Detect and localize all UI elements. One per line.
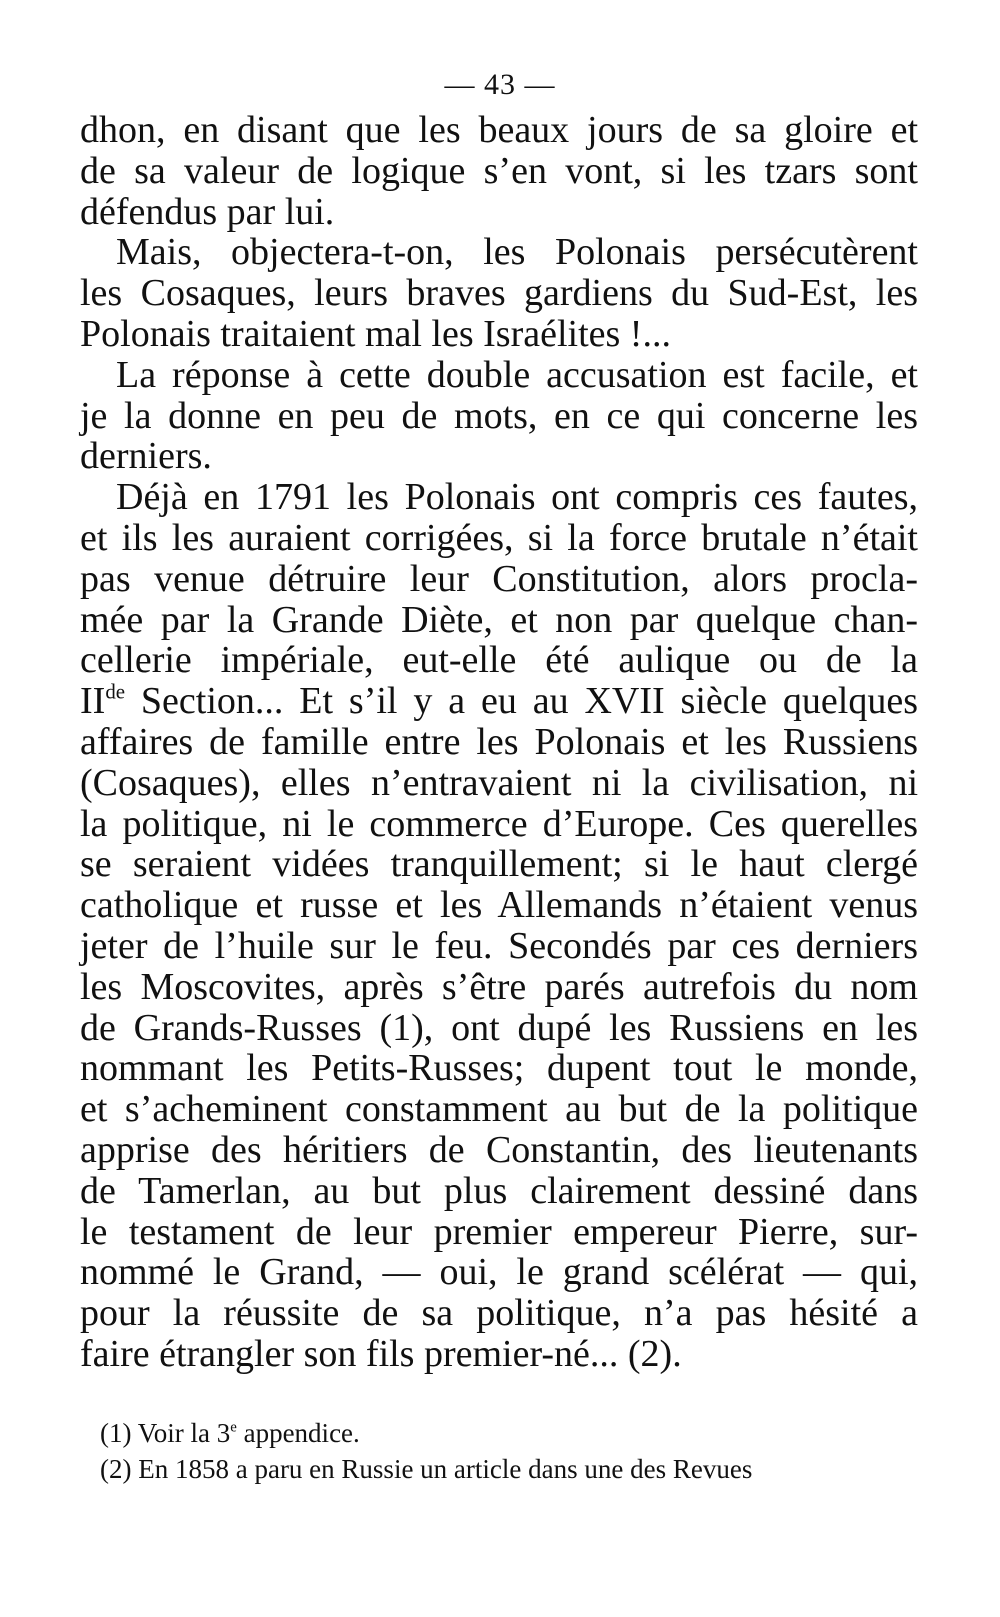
text-line: Polonais traitaient mal les Israélites !... xyxy=(80,312,671,355)
text-line: catholique et russe et les Allemands n’étaient venus xyxy=(80,884,918,927)
text-line: La réponse à cette double accusation est facile, et xyxy=(116,353,918,396)
text-line: affaires de famille entre les Polonais et les Russiens xyxy=(80,720,918,763)
footnote-text: appendice. xyxy=(236,1418,360,1448)
footnotes xyxy=(100,1415,920,1487)
text-line: cellerie impériale, eut-elle été aulique ou de la xyxy=(80,639,918,682)
text-line: de Tamerlan, au but plus clairement dessiné dans xyxy=(80,1169,918,1212)
text-line: nommant les Petits-Russes; dupent tout le monde, xyxy=(80,1047,918,1090)
text-line: de sa valeur de logique s’en vont, si les tzars sont xyxy=(80,149,918,192)
text-line: la politique, ni le commerce d’Europe. Ces querelles xyxy=(80,802,918,845)
paragraph xyxy=(80,232,918,354)
text-line: faire étrangler son fils premier-né... (2). xyxy=(80,1332,682,1375)
superscript: e xyxy=(230,1419,237,1436)
text-line: dhon, en disant que les beaux jours de sa gloire et xyxy=(80,109,918,151)
text-line: défendus par lui. xyxy=(80,190,335,233)
text-line: je la donne en peu de mots, en ce qui concerne les xyxy=(80,394,918,437)
footnote-text: (1) Voir la 3 xyxy=(100,1418,231,1448)
paragraph xyxy=(80,110,918,232)
text-line: apprise des héritiers de Constantin, des lieutenants xyxy=(80,1128,918,1171)
text-segment: Section... Et s’il y a eu au XVII siècle quelques xyxy=(125,680,918,723)
text-line: de Grands-Russes (1), ont dupé les Russiens en les xyxy=(80,1006,918,1049)
body-text xyxy=(80,110,918,1375)
superscript: de xyxy=(105,679,126,704)
text-line: nommé le Grand, — oui, le grand scélérat — qui, xyxy=(80,1251,918,1294)
text-line: Déjà en 1791 les Polonais ont compris ces fautes, xyxy=(116,476,918,519)
text-line: Mais, objectera-t-on, les Polonais persécutèrent xyxy=(116,231,918,274)
text-line: pas venue détruire leur Constitution, alors procla- xyxy=(80,557,918,600)
text-line: les Cosaques, leurs braves gardiens du Sud-Est, les xyxy=(80,272,918,315)
text-line-with-superscript xyxy=(80,681,918,722)
footnote-text: (2) En 1858 a paru en Russie un article dans une des Revues xyxy=(100,1454,753,1484)
page-number: — 43 — xyxy=(444,68,556,101)
text-line: et ils les auraient corrigées, si la force brutale n’était xyxy=(80,516,918,559)
page-header xyxy=(0,68,1000,102)
text-line: et s’acheminent constamment au but de la politique xyxy=(80,1088,918,1131)
text-line: (Cosaques), elles n’entravaient ni la civilisation, ni xyxy=(80,761,918,804)
footnote xyxy=(100,1451,920,1487)
text-segment: II xyxy=(80,680,106,723)
text-line: jeter de l’huile sur le feu. Secondés par ces derniers xyxy=(80,924,918,967)
paragraph xyxy=(80,477,918,1375)
paragraph xyxy=(80,355,918,477)
text-line: derniers. xyxy=(80,435,212,478)
footnote xyxy=(100,1415,920,1451)
text-line: les Moscovites, après s’être parés autrefois du nom xyxy=(80,965,918,1008)
text-line: pour la réussite de sa politique, n’a pas hésité a xyxy=(80,1292,918,1335)
text-line: mée par la Grande Diète, et non par quelque chan- xyxy=(80,598,918,641)
text-line: le testament de leur premier empereur Pierre, sur- xyxy=(80,1210,918,1253)
text-line: se seraient vidées tranquillement; si le haut clergé xyxy=(80,843,918,886)
